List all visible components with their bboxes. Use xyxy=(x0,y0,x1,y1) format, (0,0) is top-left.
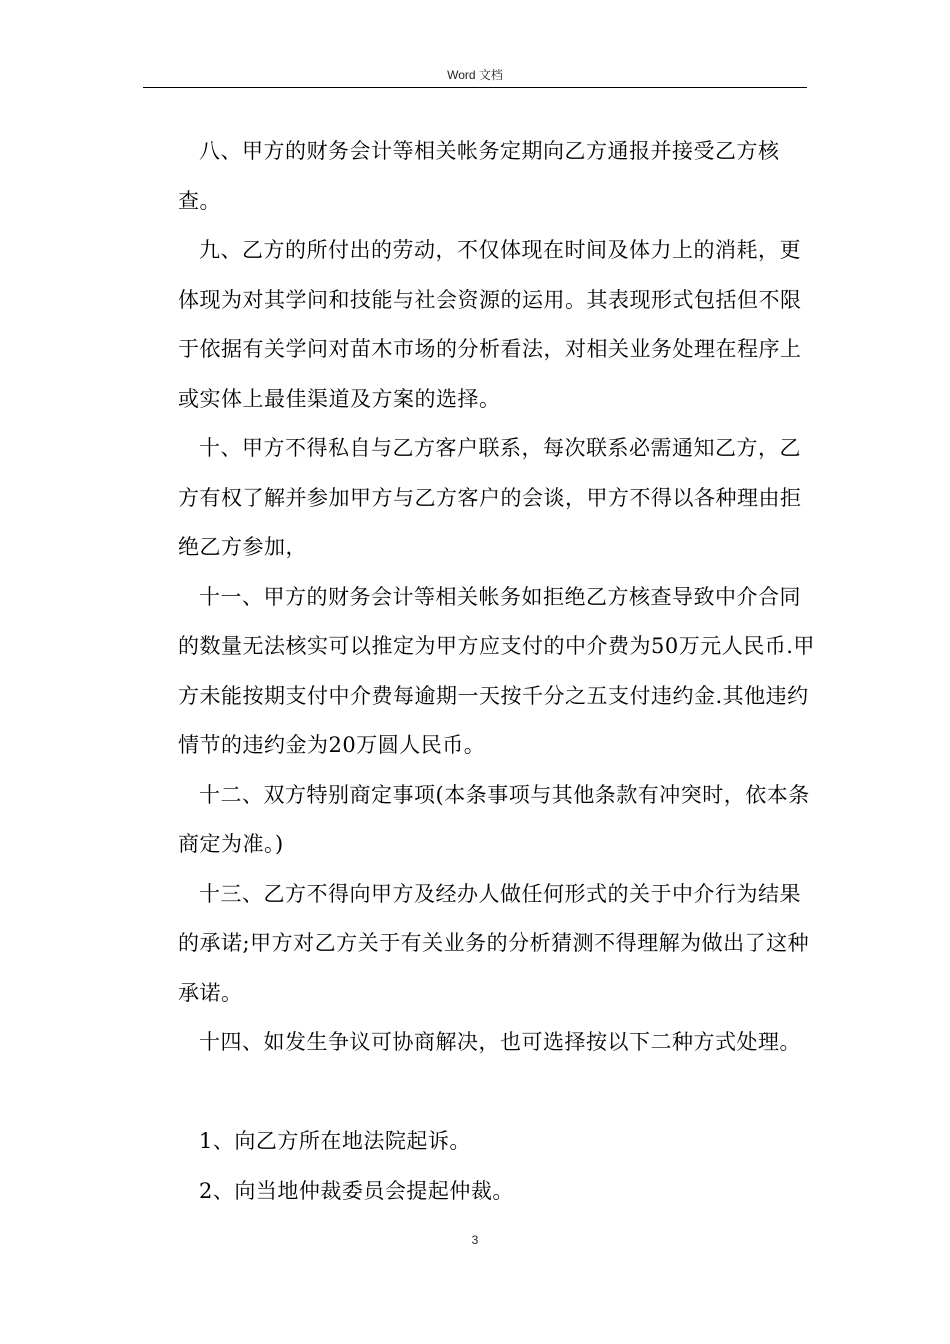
page-number: 3 xyxy=(471,1233,479,1247)
clause-12: 十二、双方特别商定事项(本条事项与其他条款有冲突时，依本条商定为准。) xyxy=(178,782,810,856)
clause-9: 九、乙方的所付出的劳动，不仅体现在时间及体力上的消耗，更体现为对其学问和技能与社会资源的运用。其表现形式包括但不限于依据有关学问对苗木市场的分析看法，对相关业务处理在程序上或实体上最佳渠道及方案的选择。 xyxy=(178,238,802,411)
document-body xyxy=(178,127,818,1216)
clause-8: 八、甲方的财务会计等相关帐务定期向乙方通报并接受乙方核查。 xyxy=(178,139,780,213)
clause-11: 十一、甲方的财务会计等相关帐务如拒绝乙方核查导致中介合同的数量无法核实可以推定为甲方应支付的中介费为50万元人民币.甲方未能按期支付中介费每逾期一天按千分之五支付违约金.其他违约情节的违约金为20万圆人民币。 xyxy=(178,584,815,757)
header-title: Word 文档 xyxy=(447,68,503,82)
option-1: 1、向乙方所在地法院起诉。 xyxy=(199,1129,471,1153)
header-divider xyxy=(143,87,807,88)
clause-10: 十、甲方不得私自与乙方客户联系，每次联系必需通知乙方，乙方有权了解并参加甲方与乙方客户的会谈，甲方不得以各种理由拒绝乙方参加， xyxy=(178,436,802,559)
clause-13: 十三、乙方不得向甲方及经办人做任何形式的关于中介行为结果的承诺;甲方对乙方关于有关业务的分析猜测不得理解为做出了这种承诺。 xyxy=(178,881,810,1005)
option-2: 2、向当地仲裁委员会提起仲裁。 xyxy=(199,1178,514,1203)
blank-line xyxy=(178,1068,818,1118)
clause-14: 十四、如发生争议可协商解决，也可选择按以下二种方式处理。 xyxy=(199,1030,801,1054)
